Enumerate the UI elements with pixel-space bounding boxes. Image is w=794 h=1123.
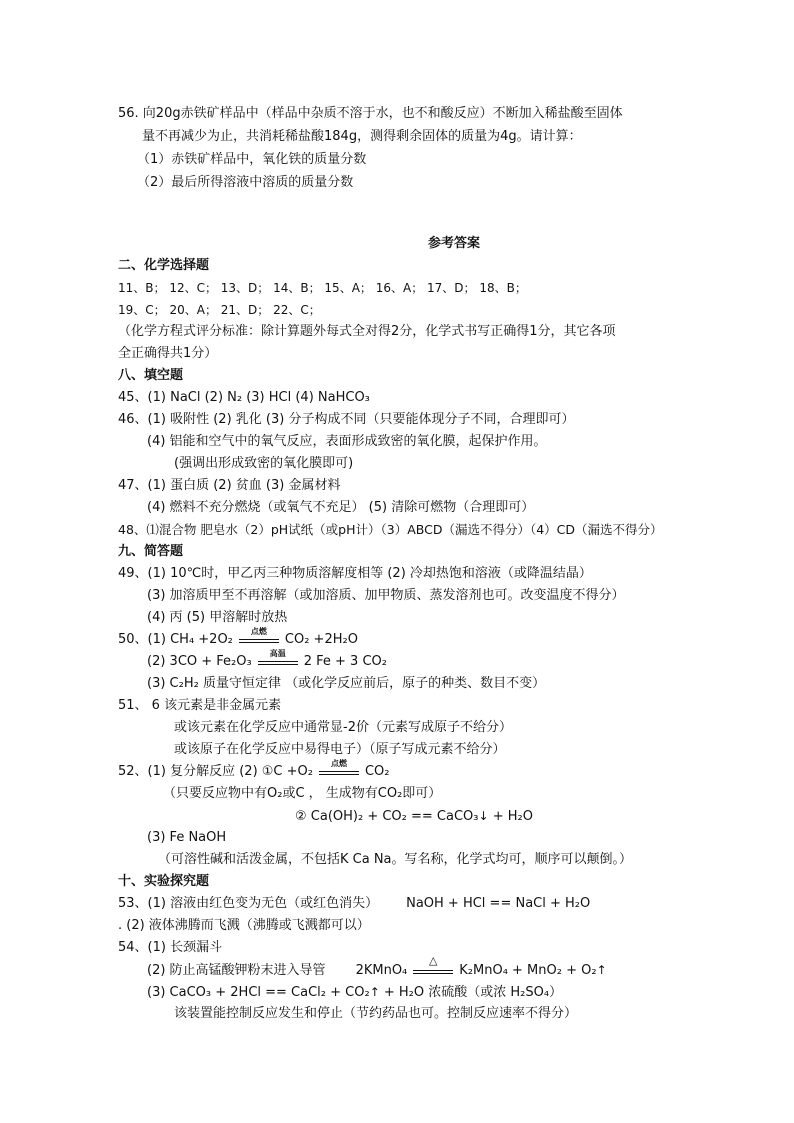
q56-line1: 56. 向20g赤铁矿样品中（样品中杂质不溶于水，也不和酸反应）不断加入稀盐酸至固体 <box>118 106 623 121</box>
answer-52-line5: （可溶性碱和活泼金属，不包括K Ca Na。写名称，化学式均可，顺序可以颠倒。） <box>158 852 633 867</box>
eq-50-1-sign <box>237 626 281 647</box>
q56-line2: 量不再减少为止，共消耗稀盐酸184g，测得剩余固体的质量为4g。请计算： <box>142 129 582 144</box>
eq-52-1-condition: 点燃 <box>330 758 347 768</box>
eq-54-3-left: (3) CaCO₃ + 2HCl == CaCl₂ + CO₂ <box>147 985 370 1000</box>
answer-52-line1 <box>118 758 390 780</box>
answer-49-line2: (3) 加溶质甲至不再溶解（或加溶质、加甲物质、蒸发溶剂也可。改变温度不得分） <box>147 588 625 603</box>
sec2-row2: 19、C； 20、A； 21、D； 22、C； <box>118 303 321 317</box>
answer-54-line1: 54、(1) 长颈漏斗 <box>118 940 223 955</box>
answer-50-line2 <box>147 648 387 670</box>
answer-45: 45、(1) NaCl (2) N₂ (3) HCl (4) NaHCO₃ <box>118 390 370 405</box>
answer-46-line1: 46、(1) 吸附性 (2) 乳化 (3) 分子构成不同（只要能体现分子不同，合理即可） <box>118 412 575 427</box>
answer-51-line2: 或该元素在化学反应中通常显-2价（元素写成原子不给分） <box>174 720 512 735</box>
gas-arrow-icon: ↑ <box>596 963 607 977</box>
eq-50-2-right: 2 Fe + 3 CO₂ <box>303 654 387 669</box>
eq-52-2-left: ② Ca(OH)₂ + CO₂ == CaCO₃ <box>295 809 479 824</box>
sec10-title: 十、实验探究题 <box>118 874 210 889</box>
eq-50-1-right: CO₂ +2H₂O <box>284 632 358 647</box>
heat-triangle-icon: △ <box>429 953 438 967</box>
answer-54-line3 <box>147 984 562 1001</box>
answer-46-line3: (强调出形成致密的氧化膜即可) <box>174 456 354 471</box>
gas-arrow-icon-2: ↑ <box>369 985 380 999</box>
eq-50-1-left: 50、(1) CH₄ +2O₂ <box>118 632 233 647</box>
answer-47-line1: 47、(1) 蛋白质 (2) 贫血 (3) 金属材料 <box>118 478 341 493</box>
eq-50-2-sign <box>256 648 300 669</box>
answer-51-line3: 或该原子在化学反应中易得电子）（原子写成元素不给分） <box>174 742 506 757</box>
eq-52-1-right: CO₂ <box>364 764 390 779</box>
sec2-row1: 11、B； 12、C； 13、D； 14、B； 15、A； 16、A； 17、D； 18、B； <box>118 281 527 295</box>
answer-54-text: (2) 防止高锰酸钾粉末进入导管 <box>147 963 326 978</box>
answer-52-line4: (3) Fe NaOH <box>147 830 227 845</box>
answer-50-line3: (3) C₂H₂ 质量守恒定律 （或化学反应前后，原子的种类、数目不变） <box>147 676 546 691</box>
answer-49-line1: 49、(1) 10℃时，甲乙丙三种物质溶解度相等 (2) 冷却热饱和溶液（或降温结晶） <box>118 566 592 581</box>
answer-47-line2: (4) 燃料不充分燃烧（或氧气不充足） (5) 清除可燃物（合理即可） <box>147 500 535 515</box>
eq-54-3-right: + H₂O 浓硫酸（或浓 H₂SO₄） <box>379 985 563 1000</box>
eq-52-1-sign <box>317 758 361 779</box>
eq-50-2-condition: 高温 <box>269 648 286 658</box>
answers-title: 参考答案 <box>428 236 481 251</box>
sec2-note2: 全正确得共1分） <box>118 346 218 361</box>
answer-53-text: 53、(1) 溶液由红色变为无色（或红色消失） <box>118 896 379 911</box>
answer-52-line3 <box>295 808 533 825</box>
eq-50-2-left: (2) 3CO + Fe₂O₃ <box>147 654 252 669</box>
answer-46-line2: (4) 铝能和空气中的氧气反应，表面形成致密的氧化膜，起保护作用。 <box>147 434 547 449</box>
q56-sub1: （1）赤铁矿样品中，氧化铁的质量分数 <box>137 152 367 167</box>
answer-53-line2: . (2) 液体沸腾而飞溅（沸腾或飞溅都可以） <box>118 918 370 933</box>
eq-54-sign <box>411 953 455 978</box>
answer-51-line1: 51、 6 该元素是非金属元素 <box>118 698 282 713</box>
answer-50-line1 <box>118 626 358 648</box>
precipitate-arrow-icon: ↓ <box>478 809 489 823</box>
answer-53-line1 <box>118 896 590 912</box>
eq-54-left: 2KMnO₄ <box>355 963 408 978</box>
answer-54-line4: 该装置能控制反应发生和停止（节约药品也可。控制反应速率不得分） <box>174 1006 578 1021</box>
eq-50-1-condition: 点燃 <box>250 626 267 636</box>
answer-49-line3: (4) 丙 (5) 甲溶解时放热 <box>147 610 288 625</box>
q56-sub2: （2）最后所得溶液中溶质的质量分数 <box>137 175 354 190</box>
eq-52-2-right: + H₂O <box>488 809 533 824</box>
answer-52-line2: （只要反应物中有O₂或C ， 生成物有CO₂即可） <box>163 786 442 801</box>
answer-54-line2 <box>147 953 607 979</box>
sec2-title: 二、化学选择题 <box>118 258 210 273</box>
sec9-title: 九、简答题 <box>118 544 184 559</box>
answer-53-equation: NaOH + HCl == NaCl + H₂O <box>406 896 591 911</box>
sec8-title: 八、填空题 <box>118 368 184 383</box>
answer-48: 48、⑴混合物 肥皂水（2）pH试纸（或pH计）（3）ABCD（漏选不得分）（4）CD（漏选不得分） <box>118 522 663 537</box>
sec2-note1: （化学方程式评分标准：除计算题外每式全对得2分，化学式书写正确得1分，其它各项 <box>118 324 616 339</box>
eq-52-1-left: 52、(1) 复分解反应 (2) ①C +O₂ <box>118 764 313 779</box>
eq-54-right: K₂MnO₄ + MnO₂ + O₂ <box>459 963 597 978</box>
